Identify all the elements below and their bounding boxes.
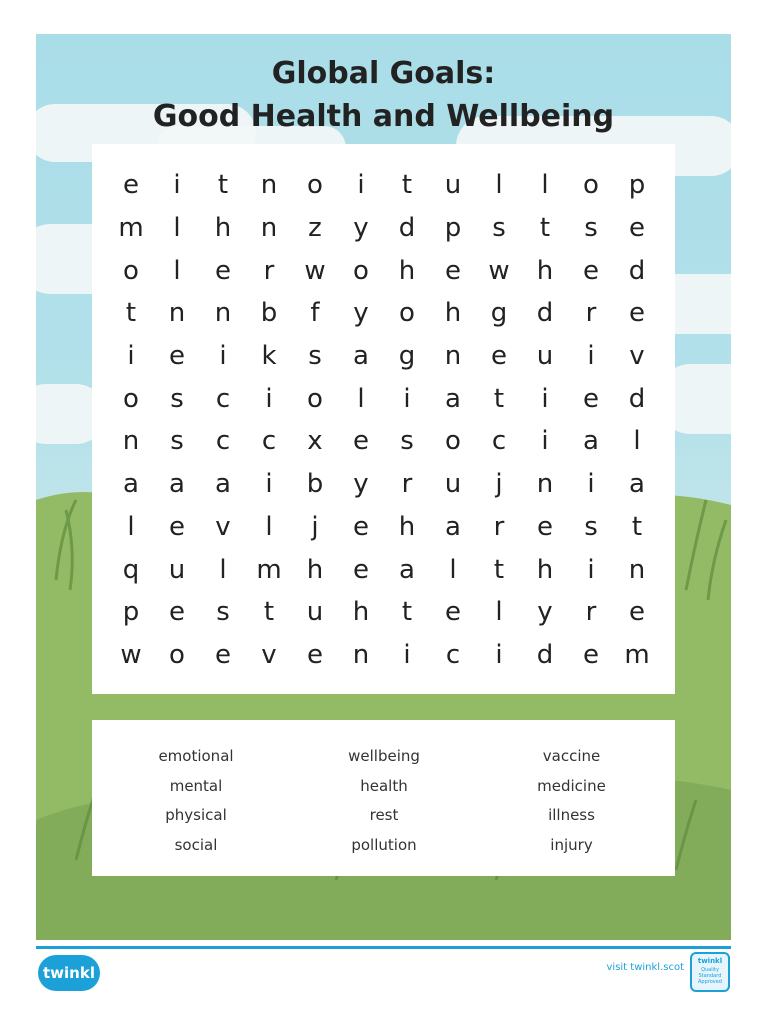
grid-letter[interactable]: o <box>445 426 461 457</box>
grid-letter[interactable]: e <box>169 511 185 542</box>
word-list-item: social <box>174 835 218 854</box>
grid-letter[interactable]: t <box>539 213 551 244</box>
word-list <box>92 742 675 860</box>
grid-letter[interactable]: i <box>587 469 595 500</box>
grid-letter[interactable]: h <box>214 213 232 244</box>
grid-letter[interactable]: l <box>495 597 503 628</box>
grid-letter[interactable]: l <box>633 426 641 457</box>
grid-letter[interactable]: a <box>399 554 415 585</box>
grid-letter[interactable]: u <box>536 341 554 372</box>
grid-letter[interactable]: e <box>123 170 139 201</box>
grid-letter[interactable]: e <box>491 341 507 372</box>
grid-letter[interactable]: t <box>125 298 137 329</box>
grid-letter[interactable]: m <box>624 639 650 670</box>
grid-letter[interactable]: n <box>214 298 232 329</box>
grid-letter[interactable]: l <box>219 554 227 585</box>
grid-letter[interactable]: a <box>215 469 231 500</box>
grid-letter[interactable]: f <box>310 298 320 329</box>
grid-letter[interactable]: l <box>127 511 135 542</box>
grid-letter[interactable]: g <box>398 341 416 372</box>
grid-letter[interactable]: n <box>260 170 278 201</box>
title-line-2: Good Health and Wellbeing <box>152 99 615 134</box>
grid-letter[interactable]: i <box>173 170 181 201</box>
grid-letter[interactable]: c <box>491 426 507 457</box>
grid-letter[interactable]: w <box>304 255 326 286</box>
grid-letter[interactable]: l <box>495 170 503 201</box>
word-list-item: physical <box>165 806 227 824</box>
word-list-item: mental <box>169 776 223 795</box>
page-title <box>36 52 731 138</box>
grid-letter[interactable]: e <box>583 639 599 670</box>
grid-letter[interactable]: h <box>536 255 554 286</box>
grid-letter[interactable]: h <box>398 511 416 542</box>
quality-badge-icon <box>690 952 730 992</box>
grid-letter[interactable]: a <box>583 426 599 457</box>
grid-letter[interactable]: l <box>449 554 457 585</box>
grid-letter[interactable]: n <box>628 554 646 585</box>
grid-letter[interactable]: n <box>352 639 370 670</box>
grid-letter[interactable]: e <box>169 341 185 372</box>
grid-letter[interactable]: q <box>122 554 140 585</box>
grid-letter[interactable]: v <box>629 341 645 372</box>
grid-letter[interactable]: c <box>215 383 231 414</box>
word-search-panel <box>92 144 675 694</box>
grid-letter[interactable]: h <box>398 255 416 286</box>
word-list-item: illness <box>548 806 595 824</box>
grid-letter[interactable]: r <box>585 597 597 628</box>
grid-letter[interactable]: n <box>260 213 278 244</box>
grid-letter[interactable]: a <box>169 469 185 500</box>
grid-letter[interactable]: j <box>311 511 319 542</box>
grid-letter[interactable]: k <box>261 341 277 372</box>
grid-letter[interactable]: m <box>256 554 282 585</box>
grid-letter[interactable]: d <box>536 298 554 329</box>
grid-letter[interactable]: i <box>541 383 549 414</box>
grid-letter[interactable]: i <box>265 383 273 414</box>
grid-letter[interactable]: p <box>444 213 462 244</box>
word-list-item: wellbeing <box>348 747 420 765</box>
grid-letter[interactable]: v <box>215 511 231 542</box>
grid-letter[interactable]: h <box>536 554 554 585</box>
grid-letter[interactable]: n <box>536 469 554 500</box>
grid-letter[interactable]: t <box>263 597 275 628</box>
grid-letter[interactable]: r <box>585 298 597 329</box>
grid-letter[interactable]: e <box>583 383 599 414</box>
twinkl-logo[interactable]: twinkl <box>38 955 100 991</box>
grid-letter[interactable]: t <box>217 170 229 201</box>
grid-letter[interactable]: y <box>353 298 369 329</box>
grid-letter[interactable]: a <box>445 511 461 542</box>
grid-letter[interactable]: s <box>170 383 184 414</box>
grid-letter[interactable]: n <box>122 426 140 457</box>
grid-letter[interactable]: a <box>353 341 369 372</box>
grid-letter[interactable]: h <box>444 298 462 329</box>
grid-letter[interactable]: c <box>445 639 461 670</box>
grid-letter[interactable]: i <box>403 383 411 414</box>
grid-letter[interactable]: m <box>118 213 144 244</box>
grid-letter[interactable]: d <box>628 383 646 414</box>
grid-letter[interactable]: u <box>168 554 186 585</box>
grid-letter[interactable]: s <box>584 213 598 244</box>
letter-grid[interactable] <box>108 164 660 676</box>
grid-letter[interactable]: s <box>170 426 184 457</box>
grid-letter[interactable]: c <box>261 426 277 457</box>
word-list-item: medicine <box>537 776 606 795</box>
grid-letter[interactable]: l <box>173 213 181 244</box>
word-list-panel <box>92 720 675 876</box>
grid-letter[interactable]: h <box>306 554 324 585</box>
grid-letter[interactable]: d <box>628 255 646 286</box>
grid-letter[interactable]: s <box>216 597 230 628</box>
footer-divider <box>36 946 731 949</box>
grid-letter[interactable]: g <box>490 298 508 329</box>
grid-letter[interactable]: e <box>353 511 369 542</box>
grid-letter[interactable]: a <box>445 383 461 414</box>
grid-letter[interactable]: i <box>587 341 595 372</box>
grid-letter[interactable]: j <box>495 469 503 500</box>
grid-letter[interactable]: z <box>308 213 322 244</box>
grid-letter[interactable]: h <box>352 597 370 628</box>
grid-letter[interactable]: e <box>353 554 369 585</box>
grid-letter[interactable]: i <box>541 426 549 457</box>
grid-letter[interactable]: r <box>401 469 413 500</box>
title-line-1: Global Goals: <box>271 56 496 91</box>
grid-letter[interactable]: o <box>123 383 139 414</box>
grid-letter[interactable]: d <box>536 639 554 670</box>
grid-letter[interactable]: e <box>629 298 645 329</box>
word-list-item: health <box>360 776 408 795</box>
grid-letter[interactable]: l <box>357 383 365 414</box>
grid-letter[interactable]: i <box>357 170 365 201</box>
grid-letter[interactable]: s <box>492 213 506 244</box>
grid-letter[interactable]: o <box>399 298 415 329</box>
grid-letter[interactable]: a <box>123 469 139 500</box>
grid-letter[interactable]: y <box>353 469 369 500</box>
grid-letter[interactable]: o <box>353 255 369 286</box>
grid-letter[interactable]: o <box>307 170 323 201</box>
grid-letter[interactable]: i <box>403 639 411 670</box>
badge-title: twinkl <box>697 957 723 965</box>
grid-letter[interactable]: a <box>629 469 645 500</box>
grid-letter[interactable]: i <box>265 469 273 500</box>
grid-letter[interactable]: t <box>631 511 643 542</box>
grid-letter[interactable]: p <box>628 170 646 201</box>
grid-letter[interactable]: v <box>261 639 277 670</box>
grid-letter[interactable]: t <box>493 383 505 414</box>
grid-letter[interactable]: d <box>398 213 416 244</box>
grid-letter[interactable]: n <box>444 341 462 372</box>
visit-link[interactable]: visit twinkl.scot <box>606 962 684 973</box>
word-list-item: rest <box>369 806 399 824</box>
grid-letter[interactable]: w <box>120 639 142 670</box>
grid-letter[interactable]: b <box>260 298 278 329</box>
word-list-item: vaccine <box>542 747 601 765</box>
grid-letter[interactable]: w <box>488 255 510 286</box>
grid-letter[interactable]: e <box>629 213 645 244</box>
grid-letter[interactable]: i <box>495 639 503 670</box>
grid-letter[interactable]: e <box>215 255 231 286</box>
grid-letter[interactable]: e <box>629 597 645 628</box>
grid-letter[interactable]: o <box>307 383 323 414</box>
grid-letter[interactable]: i <box>219 341 227 372</box>
grid-letter[interactable]: i <box>587 554 595 585</box>
word-list-item: pollution <box>351 835 417 854</box>
grid-letter[interactable]: s <box>584 511 598 542</box>
grid-letter[interactable]: r <box>263 255 275 286</box>
grid-letter[interactable]: o <box>123 255 139 286</box>
grid-letter[interactable]: x <box>307 426 323 457</box>
grid-letter[interactable]: l <box>265 511 273 542</box>
grid-letter[interactable]: u <box>306 597 324 628</box>
badge-text: Quality Standard Approved <box>698 967 722 985</box>
grid-letter[interactable]: e <box>353 426 369 457</box>
word-list-item: injury <box>550 835 593 854</box>
grid-letter[interactable]: e <box>445 597 461 628</box>
grid-letter[interactable]: e <box>307 639 323 670</box>
grid-letter[interactable]: u <box>444 469 462 500</box>
grid-letter[interactable]: e <box>583 255 599 286</box>
grid-letter[interactable]: t <box>401 597 413 628</box>
grid-letter[interactable]: c <box>215 426 231 457</box>
grid-letter[interactable]: r <box>493 511 505 542</box>
grid-letter[interactable]: e <box>215 639 231 670</box>
grid-letter[interactable]: s <box>400 426 414 457</box>
grid-letter[interactable]: y <box>353 213 369 244</box>
grid-letter[interactable]: t <box>401 170 413 201</box>
grid-letter[interactable]: b <box>306 469 324 500</box>
grid-letter[interactable]: o <box>169 639 185 670</box>
word-list-item: emotional <box>158 747 234 765</box>
grid-letter[interactable]: y <box>537 597 553 628</box>
grid-letter[interactable]: l <box>541 170 549 201</box>
grid-letter[interactable]: p <box>122 597 140 628</box>
grid-letter[interactable]: e <box>169 597 185 628</box>
grid-letter[interactable]: u <box>444 170 462 201</box>
grid-letter[interactable]: e <box>537 511 553 542</box>
grid-letter[interactable]: t <box>493 554 505 585</box>
grid-letter[interactable]: n <box>168 298 186 329</box>
grid-letter[interactable]: o <box>583 170 599 201</box>
poster-background <box>36 34 731 940</box>
grid-letter[interactable]: s <box>308 341 322 372</box>
grid-letter[interactable]: e <box>445 255 461 286</box>
grid-letter[interactable]: l <box>173 255 181 286</box>
grid-letter[interactable]: i <box>127 341 135 372</box>
